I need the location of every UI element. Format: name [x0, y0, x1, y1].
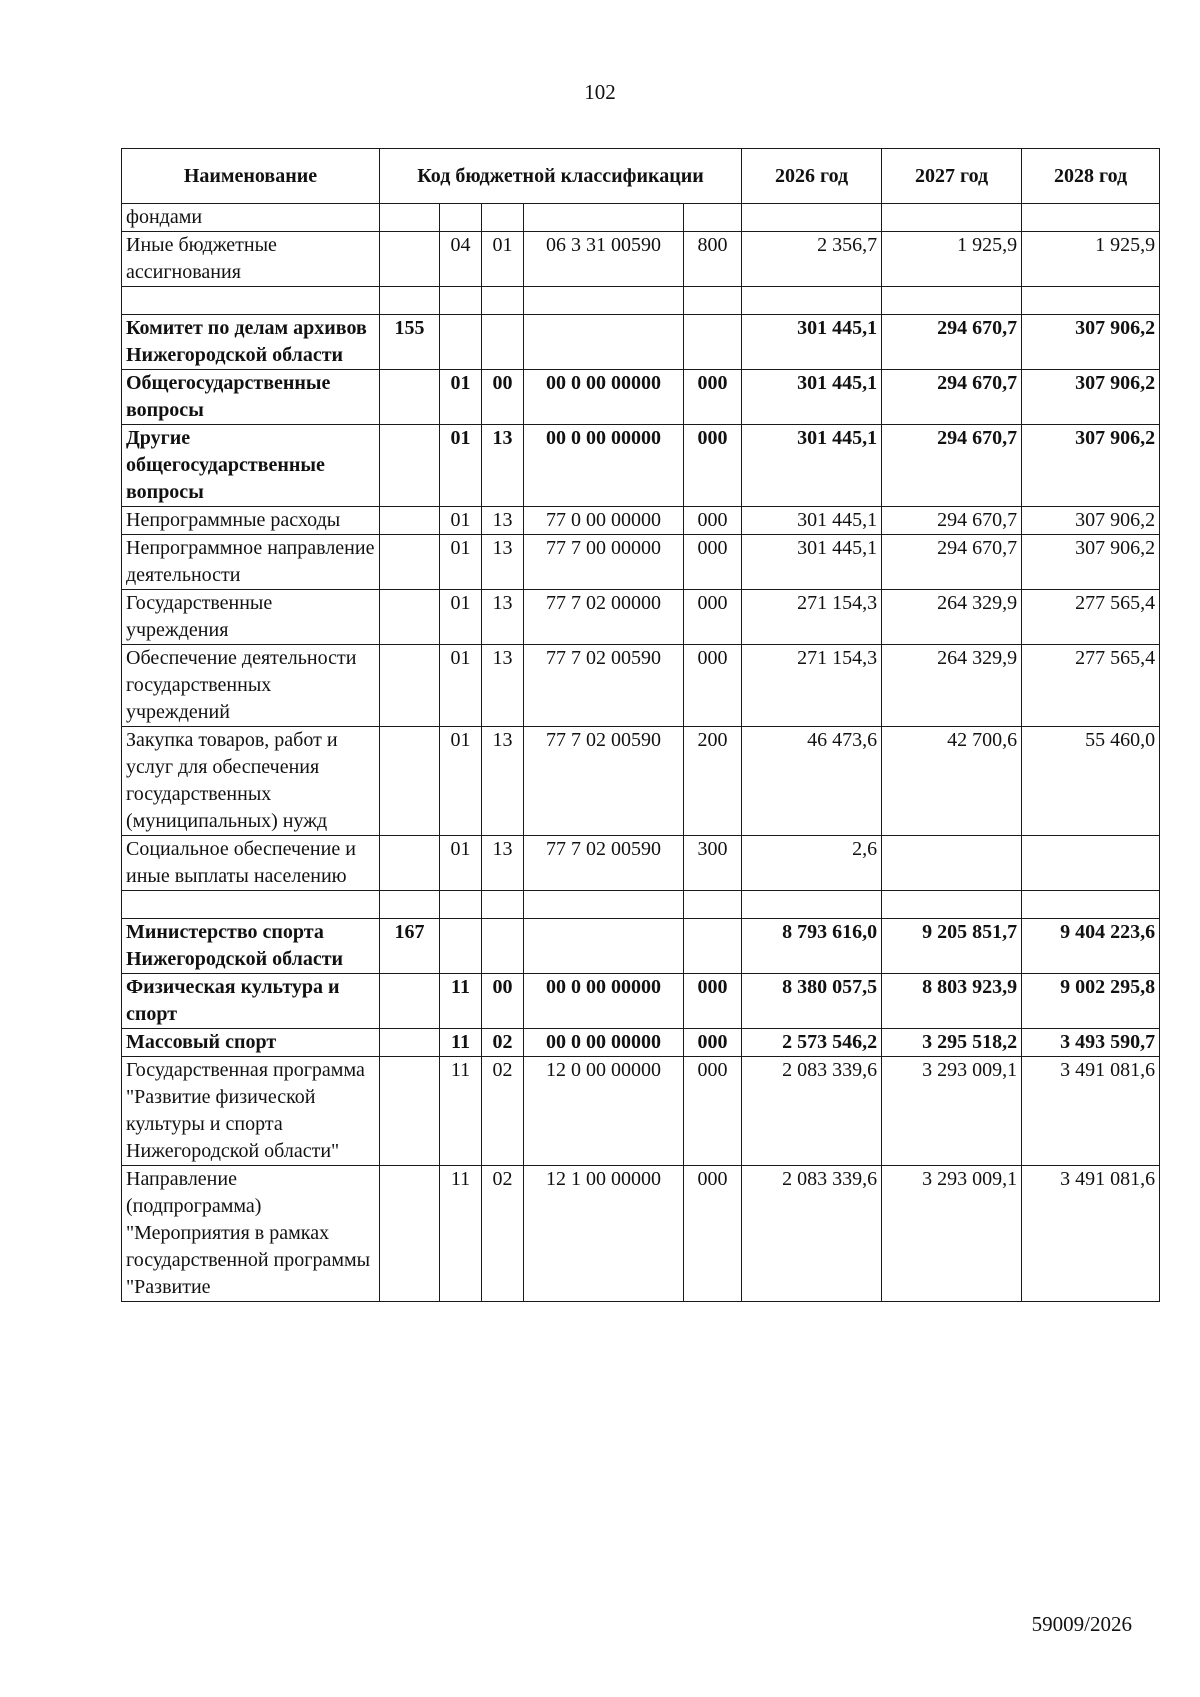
value-2027: [882, 836, 1022, 891]
code-section: 11: [440, 1057, 482, 1166]
value-2028: 307 906,2: [1022, 370, 1160, 425]
value-2026: 301 445,1: [742, 535, 882, 590]
code-admin: [380, 232, 440, 287]
document-id: 59009/2026: [1031, 1612, 1132, 1636]
code-admin: [380, 1029, 440, 1057]
value-2027: 294 670,7: [882, 535, 1022, 590]
code-expense-type: 000: [684, 645, 742, 727]
row-name: Общегосударственные вопросы: [122, 370, 380, 425]
code-subsection: [482, 919, 524, 974]
row-name: Социальное обеспечение и иные выплаты населению: [122, 836, 380, 891]
header-2026: 2026 год: [742, 149, 882, 204]
value-2028: 307 906,2: [1022, 507, 1160, 535]
value-2026: 46 473,6: [742, 727, 882, 836]
code-admin: 167: [380, 919, 440, 974]
row-name: Физическая культура и спорт: [122, 974, 380, 1029]
code-subsection: 13: [482, 590, 524, 645]
code-section: [440, 204, 482, 232]
table-row: [122, 370, 1160, 425]
value-2027: 9 205 851,7: [882, 919, 1022, 974]
code-subsection: 00: [482, 370, 524, 425]
code-section: [440, 315, 482, 370]
code-target: [524, 919, 684, 974]
table-row: [122, 425, 1160, 507]
value-2026: 301 445,1: [742, 315, 882, 370]
page-number: 102: [584, 80, 616, 104]
value-2026: [742, 891, 882, 919]
code-target: 77 7 02 00590: [524, 645, 684, 727]
row-name: Государственная программа "Развитие физической культуры и спорта Нижегородской области": [122, 1057, 380, 1166]
code-subsection: [482, 315, 524, 370]
value-2028: 277 565,4: [1022, 590, 1160, 645]
table-row: [122, 919, 1160, 974]
header-code: Код бюджетной классификации: [380, 149, 742, 204]
value-2028: 277 565,4: [1022, 645, 1160, 727]
table-body: [122, 204, 1160, 1302]
code-admin: [380, 535, 440, 590]
code-expense-type: [684, 315, 742, 370]
code-section: 01: [440, 727, 482, 836]
value-2026: 301 445,1: [742, 507, 882, 535]
code-admin: [380, 507, 440, 535]
code-subsection: 01: [482, 232, 524, 287]
value-2027: 42 700,6: [882, 727, 1022, 836]
row-name: Непрограммные расходы: [122, 507, 380, 535]
value-2028: 307 906,2: [1022, 535, 1160, 590]
code-admin: [380, 425, 440, 507]
value-2027: 294 670,7: [882, 315, 1022, 370]
code-admin: [380, 836, 440, 891]
value-2026: 2 356,7: [742, 232, 882, 287]
header-2028: 2028 год: [1022, 149, 1160, 204]
code-expense-type: [684, 287, 742, 315]
code-target: 00 0 00 00000: [524, 425, 684, 507]
code-section: 01: [440, 590, 482, 645]
value-2028: 1 925,9: [1022, 232, 1160, 287]
value-2026: 301 445,1: [742, 370, 882, 425]
row-name: Иные бюджетные ассигнования: [122, 232, 380, 287]
row-name: Государственные учреждения: [122, 590, 380, 645]
value-2027: 1 925,9: [882, 232, 1022, 287]
code-expense-type: 200: [684, 727, 742, 836]
table-row: [122, 727, 1160, 836]
code-subsection: 13: [482, 645, 524, 727]
code-section: 01: [440, 370, 482, 425]
value-2027: 294 670,7: [882, 370, 1022, 425]
header-2027: 2027 год: [882, 149, 1022, 204]
value-2028: 9 404 223,6: [1022, 919, 1160, 974]
value-2028: [1022, 836, 1160, 891]
table-row: [122, 1057, 1160, 1166]
code-admin: [380, 287, 440, 315]
value-2026: 2 083 339,6: [742, 1166, 882, 1302]
code-section: 01: [440, 425, 482, 507]
value-2026: 271 154,3: [742, 645, 882, 727]
value-2027: 8 803 923,9: [882, 974, 1022, 1029]
code-section: 11: [440, 974, 482, 1029]
code-expense-type: 000: [684, 507, 742, 535]
code-section: [440, 287, 482, 315]
value-2028: 55 460,0: [1022, 727, 1160, 836]
code-admin: [380, 370, 440, 425]
table-row: [122, 590, 1160, 645]
code-section: 01: [440, 836, 482, 891]
row-name: Закупка товаров, работ и услуг для обеспечения государственных (муниципальных) нужд: [122, 727, 380, 836]
table-row: [122, 507, 1160, 535]
value-2028: [1022, 891, 1160, 919]
row-name: Комитет по делам архивов Нижегородской области: [122, 315, 380, 370]
spacer-row: [122, 287, 1160, 315]
code-admin: [380, 727, 440, 836]
code-target: 77 7 02 00590: [524, 727, 684, 836]
row-name: Направление (подпрограмма) "Мероприятия в рамках государственной программы "Развитие: [122, 1166, 380, 1302]
code-section: 01: [440, 507, 482, 535]
code-section: 01: [440, 535, 482, 590]
code-section: 11: [440, 1029, 482, 1057]
value-2026: 271 154,3: [742, 590, 882, 645]
code-subsection: 13: [482, 727, 524, 836]
value-2027: 264 329,9: [882, 645, 1022, 727]
code-admin: 155: [380, 315, 440, 370]
table-row: [122, 315, 1160, 370]
value-2026: [742, 287, 882, 315]
code-target: 77 7 00 00000: [524, 535, 684, 590]
code-target: [524, 315, 684, 370]
table-row: [122, 1166, 1160, 1302]
code-admin: [380, 590, 440, 645]
value-2026: [742, 204, 882, 232]
value-2028: [1022, 204, 1160, 232]
value-2027: 3 295 518,2: [882, 1029, 1022, 1057]
code-target: 00 0 00 00000: [524, 370, 684, 425]
value-2026: 2 083 339,6: [742, 1057, 882, 1166]
code-section: 01: [440, 645, 482, 727]
code-admin: [380, 1057, 440, 1166]
row-name: фондами: [122, 204, 380, 232]
row-name: [122, 891, 380, 919]
row-name: Министерство спорта Нижегородской области: [122, 919, 380, 974]
code-expense-type: 000: [684, 1057, 742, 1166]
code-admin: [380, 974, 440, 1029]
row-name: Обеспечение деятельности государственных учреждений: [122, 645, 380, 727]
value-2028: 3 491 081,6: [1022, 1166, 1160, 1302]
table-row: [122, 974, 1160, 1029]
code-target: 00 0 00 00000: [524, 1029, 684, 1057]
code-expense-type: 000: [684, 1166, 742, 1302]
code-target: 12 0 00 00000: [524, 1057, 684, 1166]
value-2026: 8 793 616,0: [742, 919, 882, 974]
spacer-row: [122, 891, 1160, 919]
row-name: Массовый спорт: [122, 1029, 380, 1057]
budget-table: [121, 148, 1160, 1302]
code-target: 77 0 00 00000: [524, 507, 684, 535]
value-2027: 294 670,7: [882, 425, 1022, 507]
code-expense-type: 000: [684, 590, 742, 645]
code-subsection: 13: [482, 425, 524, 507]
table-header-row: [122, 149, 1160, 204]
value-2028: 307 906,2: [1022, 315, 1160, 370]
code-subsection: [482, 287, 524, 315]
table-row: [122, 836, 1160, 891]
code-expense-type: 000: [684, 425, 742, 507]
value-2028: 307 906,2: [1022, 425, 1160, 507]
row-name: Другие общегосударственные вопросы: [122, 425, 380, 507]
code-expense-type: 000: [684, 974, 742, 1029]
row-name: Непрограммное направление деятельности: [122, 535, 380, 590]
header-name: Наименование: [122, 149, 380, 204]
code-section: [440, 891, 482, 919]
code-expense-type: 000: [684, 535, 742, 590]
value-2028: 3 493 590,7: [1022, 1029, 1160, 1057]
code-target: 06 3 31 00590: [524, 232, 684, 287]
code-target: 77 7 02 00000: [524, 590, 684, 645]
code-expense-type: 000: [684, 1029, 742, 1057]
code-target: 12 1 00 00000: [524, 1166, 684, 1302]
table-row: [122, 645, 1160, 727]
table-row: [122, 204, 1160, 232]
code-section: 11: [440, 1166, 482, 1302]
code-subsection: 02: [482, 1029, 524, 1057]
code-section: [440, 919, 482, 974]
code-subsection: 02: [482, 1057, 524, 1166]
value-2028: 9 002 295,8: [1022, 974, 1160, 1029]
code-expense-type: 800: [684, 232, 742, 287]
code-target: 77 7 02 00590: [524, 836, 684, 891]
code-subsection: 02: [482, 1166, 524, 1302]
code-expense-type: 300: [684, 836, 742, 891]
code-subsection: 00: [482, 974, 524, 1029]
value-2026: 2 573 546,2: [742, 1029, 882, 1057]
code-target: [524, 891, 684, 919]
row-name: [122, 287, 380, 315]
code-subsection: [482, 891, 524, 919]
value-2027: 294 670,7: [882, 507, 1022, 535]
code-expense-type: 000: [684, 370, 742, 425]
table-row: [122, 1029, 1160, 1057]
code-subsection: 13: [482, 507, 524, 535]
code-admin: [380, 1166, 440, 1302]
code-expense-type: [684, 204, 742, 232]
value-2027: 3 293 009,1: [882, 1057, 1022, 1166]
code-target: 00 0 00 00000: [524, 974, 684, 1029]
value-2027: [882, 204, 1022, 232]
value-2028: [1022, 287, 1160, 315]
code-section: 04: [440, 232, 482, 287]
code-subsection: 13: [482, 535, 524, 590]
code-subsection: [482, 204, 524, 232]
code-admin: [380, 645, 440, 727]
table-row: [122, 232, 1160, 287]
value-2026: 301 445,1: [742, 425, 882, 507]
code-admin: [380, 891, 440, 919]
value-2026: 8 380 057,5: [742, 974, 882, 1029]
code-expense-type: [684, 919, 742, 974]
code-admin: [380, 204, 440, 232]
code-target: [524, 204, 684, 232]
value-2027: 3 293 009,1: [882, 1166, 1022, 1302]
value-2028: 3 491 081,6: [1022, 1057, 1160, 1166]
table-row: [122, 535, 1160, 590]
value-2027: [882, 891, 1022, 919]
code-subsection: 13: [482, 836, 524, 891]
code-expense-type: [684, 891, 742, 919]
value-2027: [882, 287, 1022, 315]
code-target: [524, 287, 684, 315]
value-2027: 264 329,9: [882, 590, 1022, 645]
value-2026: 2,6: [742, 836, 882, 891]
